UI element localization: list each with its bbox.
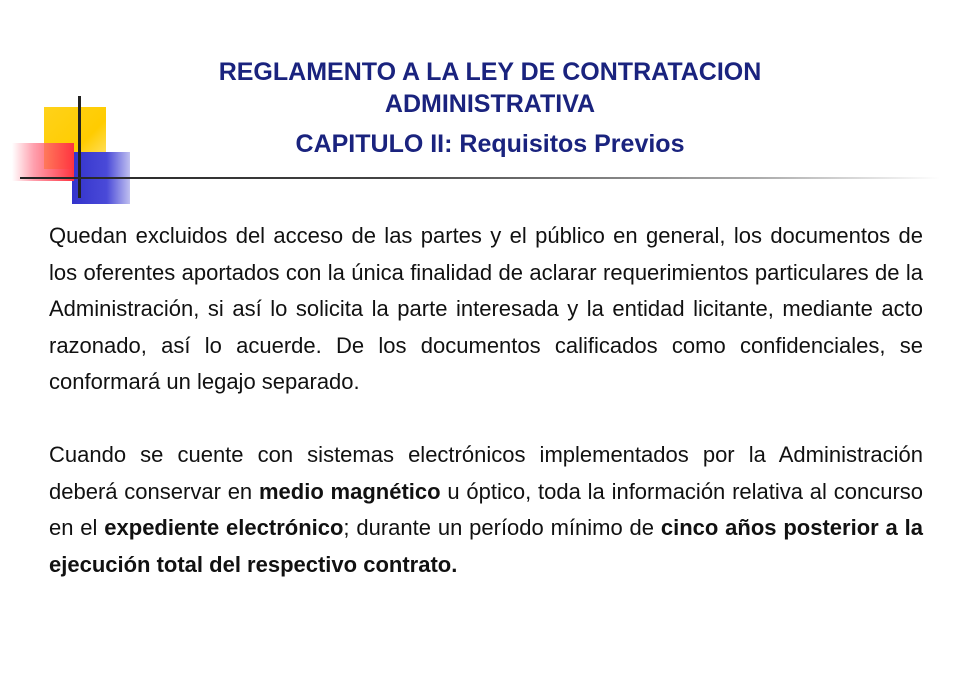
bold-medio-magnetico: medio magnético — [258, 478, 441, 504]
bold-expediente-electronico: expediente electrónico — [104, 515, 344, 541]
slide-body — [49, 218, 923, 583]
bold-cinco-anos: cinco años posterior a la ejecución total del respectivo contrato. — [49, 515, 923, 577]
decor-red-square — [12, 143, 74, 181]
decor-vertical-line — [78, 96, 81, 198]
paragraph-2 — [49, 437, 923, 583]
paragraph-2-text-2: u óptico, toda la información relativa al concurso en el — [49, 478, 923, 541]
slide-subtitle: CAPITULO II: Requisitos Previos — [295, 130, 685, 158]
paragraph-2-text-1: Cuando se cuente con sistemas electrónicos implementados por la Administración deberá conservar en — [49, 441, 923, 504]
slide-title: REGLAMENTO A LA LEY DE CONTRATACION ADMINISTRATIVA — [218, 58, 762, 118]
title-divider-line — [20, 177, 940, 179]
paragraph-1: Quedan excluidos del acceso de las partes y el público en general, los documentos de los oferentes aportados con la única finalidad de aclarar requerimientos particulares de la Administración, si así lo solicita la parte interesada y la entidad licitante, mediante acto razonado, así lo acuerde. De los documentos calificados como confidenciales, se conformará un legajo separado. — [49, 223, 923, 395]
paragraph-2-text-3: ; durante un período mínimo de — [343, 515, 661, 541]
